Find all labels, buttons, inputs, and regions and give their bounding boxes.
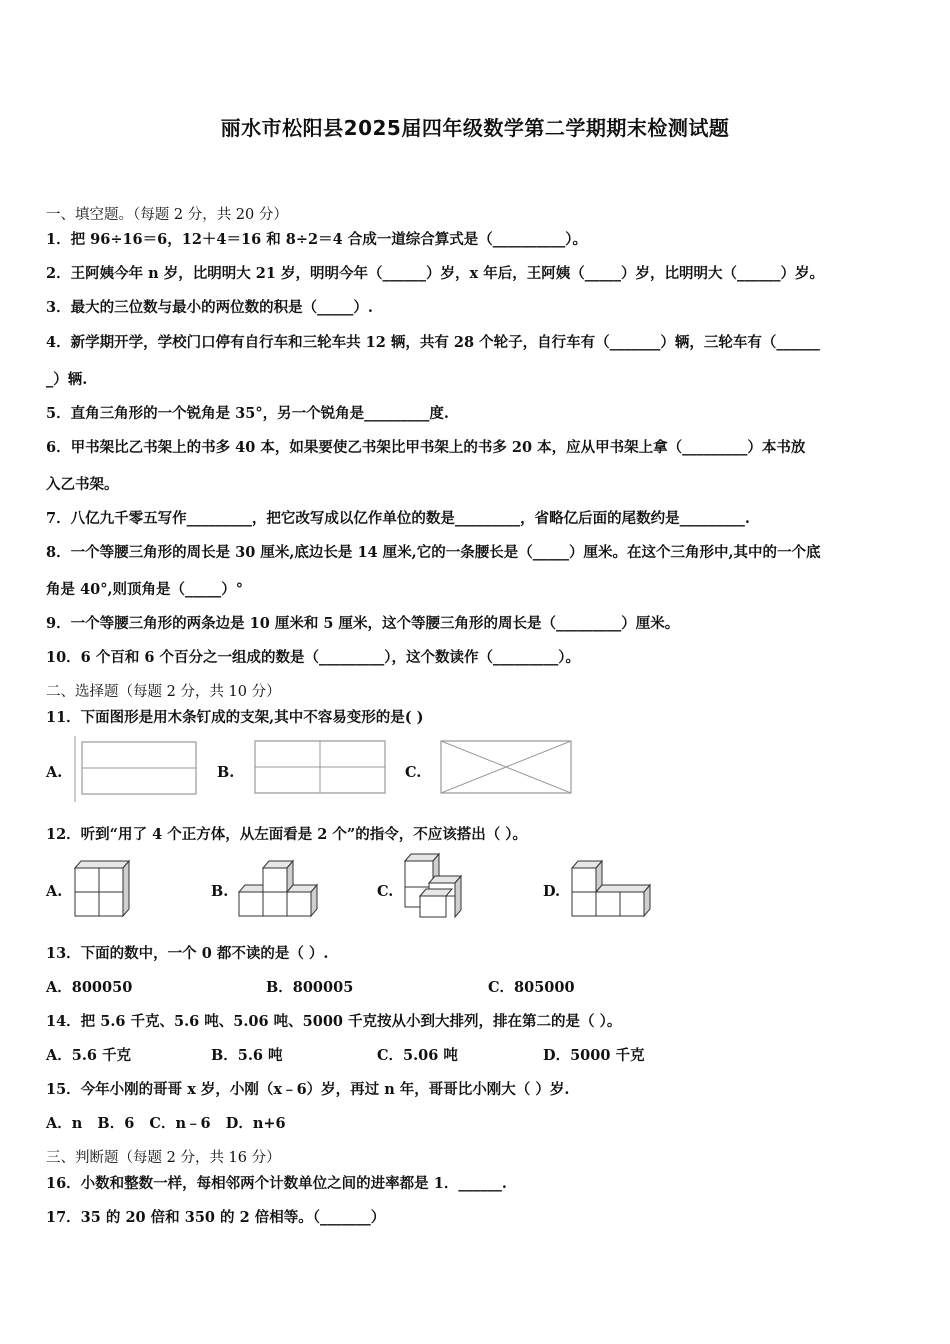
- question-10: 10．6 个百和 6 个百分之一组成的数是（_________），这个数读作（_________）。: [46, 649, 580, 666]
- q11-option-a: A.: [46, 764, 63, 781]
- question-6-cont: 入乙书架。: [46, 476, 119, 493]
- q13-option-a: A．800050: [46, 979, 133, 996]
- question-11: 11．下面图形是用木条钉成的支架,其中不容易变形的是( ): [46, 709, 424, 726]
- question-2: 2．王阿姨今年 n 岁，比明明大 21 岁，明明今年（______）岁，x 年后，王阿姨（_____）岁，比明明大（______）岁。: [46, 265, 824, 282]
- q13-option-c: C．805000: [488, 979, 575, 996]
- q11-option-c: C.: [405, 764, 422, 781]
- section-fill-blank: 一、填空题。（每题 2 分，共 20 分）: [46, 207, 288, 223]
- q11-figure-b: [252, 738, 388, 798]
- q11-figure-c: [438, 738, 574, 798]
- question-8-cont: 角是 40°,则顶角是（_____）°: [46, 581, 244, 598]
- q12-option-d: D.: [543, 883, 561, 900]
- question-7: 7．八亿九千零五写作_________，把它改写成以亿作单位的数是_________，省略亿后面的尾数约是_________.: [46, 510, 750, 527]
- q14-option-c: C．5.06 吨: [377, 1047, 458, 1064]
- q12-figure-a: [72, 858, 134, 920]
- question-16: 16．小数和整数一样，每相邻两个计数单位之间的进率都是 1．______.: [46, 1175, 507, 1192]
- q14-option-b: B．5.6 吨: [211, 1047, 283, 1064]
- question-14: 14．把 5.6 千克、5.6 吨、5.06 吨、5000 千克按从小到大排列，排在第二的是（ ）。: [46, 1013, 622, 1030]
- question-12: 12．听到“用了 4 个正方体，从左面看是 2 个”的指令，不应该搭出（ ）。: [46, 826, 528, 843]
- q12-option-c: C.: [377, 883, 394, 900]
- q12-option-a: A.: [46, 883, 63, 900]
- page-title: 丽水市松阳县2025届四年级数学第二学期期末检测试题: [220, 116, 730, 140]
- question-4-cont: _）辆.: [46, 371, 88, 388]
- question-5: 5．直角三角形的一个锐角是 35°，另一个锐角是_________度.: [46, 405, 449, 422]
- section-choice: 二、选择题（每题 2 分，共 10 分）: [46, 684, 281, 700]
- q12-option-b: B.: [211, 883, 229, 900]
- question-3: 3．最大的三位数与最小的两位数的积是（_____）.: [46, 299, 373, 316]
- q13-option-b: B．800005: [266, 979, 354, 996]
- q12-figure-b: [236, 858, 320, 920]
- question-4: 4．新学期开学，学校门口停有自行车和三轮车共 12 辆，共有 28 个轮子，自行车有（_______）辆，三轮车有（______: [46, 334, 820, 351]
- question-1: 1．把 96÷16＝6，12＋4＝16 和 8÷2＝4 合成一道综合算式是（__________）。: [46, 231, 587, 248]
- question-6: 6．甲书架比乙书架上的书多 40 本，如果要使乙书架比甲书架上的书多 20 本，应从甲书架上拿（_________）本书放: [46, 439, 806, 456]
- q12-figure-c: [402, 852, 466, 920]
- q15-options: A．n B．6 C．n﹣6 D．n+6: [46, 1115, 286, 1132]
- section-judgement: 三、判断题（每题 2 分，共 16 分）: [46, 1150, 281, 1166]
- q11-figure-a: [72, 736, 200, 802]
- question-8: 8．一个等腰三角形的周长是 30 厘米,底边长是 14 厘米,它的一条腰长是（_____）厘米。在这个三角形中,其中的一个底: [46, 544, 821, 561]
- question-13: 13．下面的数中，一个 0 都不读的是（ ）.: [46, 945, 329, 962]
- q14-option-d: D．5000 千克: [543, 1047, 645, 1064]
- question-17: 17．35 的 20 倍和 350 的 2 倍相等。（_______）: [46, 1209, 386, 1226]
- question-9: 9．一个等腰三角形的两条边是 10 厘米和 5 厘米，这个等腰三角形的周长是（_________）厘米。: [46, 615, 680, 632]
- q12-figure-d: [569, 858, 653, 920]
- question-15: 15．今年小刚的哥哥 x 岁，小刚（x﹣6）岁，再过 n 年，哥哥比小刚大（ ）岁.: [46, 1081, 570, 1098]
- q14-option-a: A．5.6 千克: [46, 1047, 132, 1064]
- q11-option-b: B.: [217, 764, 235, 781]
